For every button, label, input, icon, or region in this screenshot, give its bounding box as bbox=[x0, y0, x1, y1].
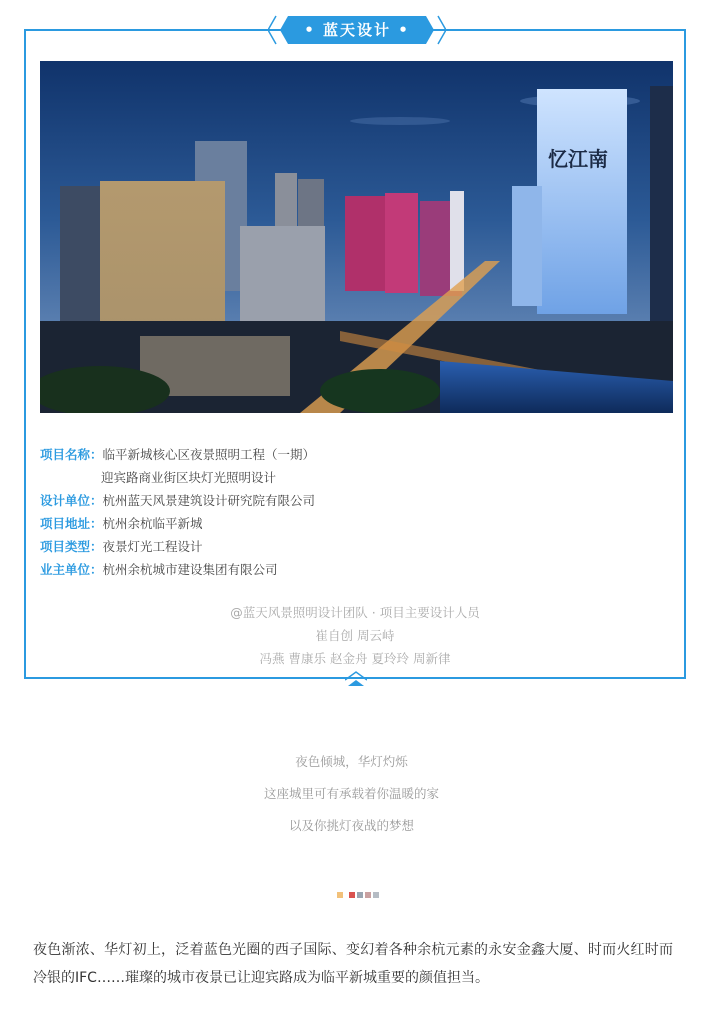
info-row-name bbox=[40, 443, 660, 466]
poem-line: 以及你挑灯夜战的梦想 bbox=[288, 818, 414, 833]
info-row-address bbox=[40, 512, 660, 535]
info-value-continued: 迎宾路商业街区块灯光照明设计 bbox=[101, 470, 277, 485]
info-key: 项目类型： bbox=[40, 539, 103, 554]
divider-dot bbox=[337, 892, 343, 898]
credits-line: 冯燕 曹康乐 赵金舟 夏玲玲 周新律 bbox=[259, 651, 451, 666]
divider-dot bbox=[373, 892, 379, 898]
info-value: 杭州余杭城市建设集团有限公司 bbox=[102, 562, 278, 577]
info-key: 项目名称： bbox=[40, 447, 103, 462]
card-pointer-icon bbox=[345, 671, 367, 691]
title-badge bbox=[268, 14, 446, 46]
divider-dot bbox=[365, 892, 371, 898]
info-row-type bbox=[40, 535, 660, 558]
body-paragraph: 夜色渐浓、华灯初上，泛着蓝色光圈的西子国际、变幻着各种余杭元素的永安金鑫大厦、时而火红时而冷银的IFC……璀璨的城市夜景已让迎宾路成为临平新城重要的颜值担当。 bbox=[33, 942, 673, 986]
info-key: 业主单位： bbox=[40, 562, 103, 577]
info-value: 临平新城核心区夜景照明工程（一期） bbox=[102, 447, 316, 462]
info-key: 设计单位： bbox=[40, 493, 103, 508]
info-key: 项目地址： bbox=[40, 516, 103, 531]
info-row-owner bbox=[40, 558, 660, 581]
info-value: 杭州蓝天风景建筑设计研究院有限公司 bbox=[102, 493, 316, 508]
building-sign: 忆江南 bbox=[548, 147, 608, 171]
divider-dots bbox=[337, 884, 381, 903]
badge-label: • 蓝天设计 • bbox=[304, 21, 410, 39]
poem-line: 这座城里可有承载着你温暖的家 bbox=[263, 786, 439, 801]
project-info bbox=[40, 443, 660, 581]
info-value: 夜景灯光工程设计 bbox=[102, 539, 203, 554]
info-value: 杭州余杭临平新城 bbox=[102, 516, 203, 531]
credits-line: @蓝天风景照明设计团队 · 项目主要设计人员 bbox=[230, 605, 480, 620]
credits bbox=[24, 601, 686, 670]
info-row-design bbox=[40, 489, 660, 512]
city-night-photo bbox=[40, 61, 673, 413]
divider-dot bbox=[349, 892, 355, 898]
poem-line: 夜色倾城，华灯灼烁 bbox=[295, 754, 408, 769]
credits-line: 崔自创 周云峙 bbox=[315, 628, 395, 643]
divider-dot bbox=[357, 892, 363, 898]
